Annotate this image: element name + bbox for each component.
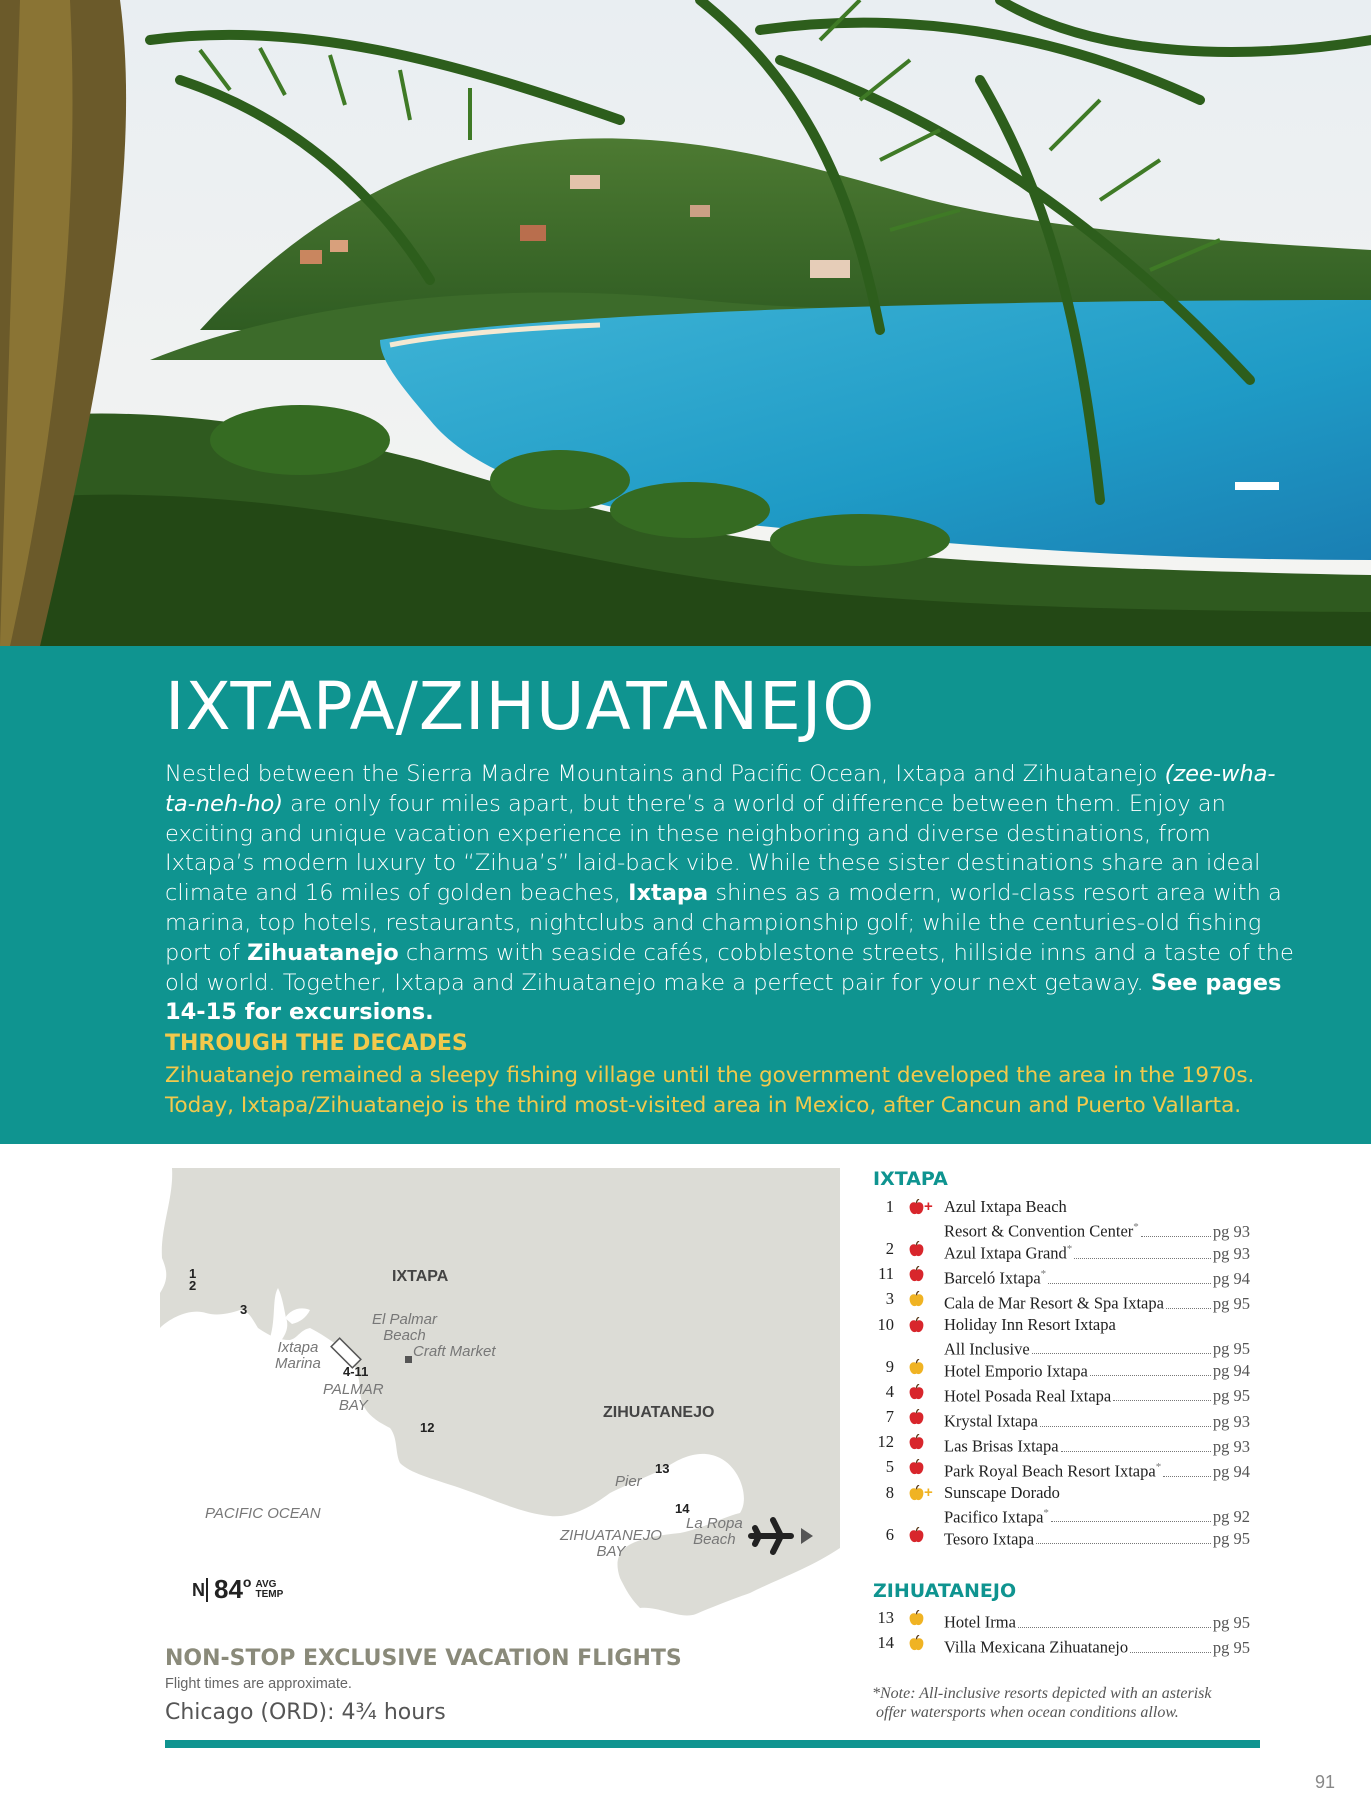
hotel-number: 10 [877,1314,894,1334]
map-label-la-ropa-beach: La Ropa Beach [686,1515,743,1548]
map-label-ixtapa: IXTAPA [392,1268,449,1285]
decades-heading: THROUGH THE DECADES [165,1031,468,1056]
intro-paragraph [165,760,1305,1028]
apple-rating-icon [908,1610,925,1627]
hotel-name: Park Royal Beach Resort Ixtapa* [944,1461,1162,1481]
leader-dots [1040,1426,1211,1427]
intro-text-2: are only four miles apart, but there’s a world of difference between them. Enjoy an exciting and unique vacation experience in these neighboring and diverse destinations, from Ixtapa’s modern luxury to “Zihua’s” laid-back vibe. While these sister destinations share an ideal climate and 16 miles of golden beaches, [165,790,1261,907]
hotel-number: 4 [885,1381,894,1401]
hotel-page: pg 95 [1212,1293,1250,1313]
apple-rating-icon [908,1485,925,1502]
hotel-number: 1 [885,1197,894,1216]
hotel-number: 7 [885,1407,894,1426]
leader-dots [1051,1521,1211,1522]
leader-dots [1074,1258,1211,1259]
hotel-name: Krystal Ixtapa [944,1411,1038,1431]
zihuatanejo-hotels-heading: ZIHUATANEJO [873,1580,1017,1602]
hotel-page: pg 94 [1212,1361,1250,1381]
hotel-page: pg 95 [1212,1637,1250,1657]
hotel-name: Hotel Irma [944,1612,1016,1632]
hotel-row [860,1482,1250,1527]
hotel-page: pg 92 [1212,1507,1250,1527]
hotel-row [860,1407,1250,1431]
apple-rating-icon [908,1291,925,1308]
hotel-name: Azul Ixtapa Grand* [944,1243,1073,1263]
map-marker-4-11: 4-11 [343,1364,369,1379]
hotel-page: pg 93 [1212,1243,1250,1263]
map-label-palmar-bay: PALMAR BAY [323,1381,384,1414]
hotel-name: All Inclusive [944,1339,1030,1359]
apple-rating-icon [908,1317,925,1334]
hotel-row [860,1457,1250,1481]
hotel-number: 3 [885,1289,894,1309]
hotel-page: pg 94 [1212,1268,1250,1288]
north-arrow-icon: N [192,1578,208,1602]
pronunciation: (zee-wha-ta-neh-ho) [165,761,1276,817]
map-label-ixtapa-marina: Ixtapa Marina [275,1339,321,1372]
flights-chicago: Chicago (ORD): 4¾ hours [165,1700,446,1725]
zihuatanejo-bold: Zihuatanejo [247,939,399,966]
hotel-row [860,1264,1250,1288]
apple-rating-icon [908,1266,925,1283]
leader-dots [1048,1283,1211,1284]
map-label-pacific-ocean: PACIFIC OCEAN [205,1505,321,1522]
apple-rating-icon [908,1384,925,1401]
page-number: 91 [1315,1772,1336,1792]
hotel-page: pg 94 [1212,1461,1250,1481]
hotel-page: pg 93 [1212,1411,1250,1431]
hotel-name: Barceló Ixtapa* [944,1268,1047,1288]
apple-rating-icon [908,1434,925,1451]
temperature-value: 84$^o$ [214,1574,252,1604]
hotel-number: 2 [885,1239,894,1258]
leader-dots [1113,1400,1211,1401]
hotel-row [860,1432,1250,1456]
map-marker-3: 3 [240,1302,248,1317]
leader-dots [1061,1451,1211,1452]
apple-rating-icon [908,1241,925,1258]
hotel-number: 12 [877,1432,894,1452]
hotel-row [860,1381,1250,1406]
hotel-name: Pacifico Ixtapa* [944,1506,1049,1527]
hotel-row [860,1289,1250,1313]
flights-heading: NON-STOP EXCLUSIVE VACATION FLIGHTS [165,1646,682,1671]
leader-dots [1130,1652,1211,1653]
hotel-number: 8 [885,1482,894,1502]
leader-dots [1090,1375,1211,1376]
hotel-page: pg 95 [1212,1339,1250,1359]
intro-text-3: shines as a modern, world-class resort area with a marina, top hotels, restaurants, nightclubs and championship golf; while the centuries-old fishing port of [165,880,1282,966]
hotel-number: 5 [885,1457,894,1477]
map-marker-14: 14 [675,1501,690,1516]
map-marker-2: 2 [189,1278,197,1293]
map-marker-13: 13 [655,1461,670,1476]
leader-dots [1032,1353,1211,1354]
area-map [160,1168,840,1628]
ixtapa-bold: Ixtapa [628,880,709,907]
map-graphic [160,1168,840,1628]
temperature-badge [192,1574,283,1605]
intro-text-1: Nestled between the Sierra Madre Mountains and Pacific Ocean, Ixtapa and Zihuatanejo [165,761,1165,787]
plus-rating-marker: + [924,1198,933,1215]
intro-text-4: charms with seaside cafés, cobblestone streets, hillside inns and a taste of the old world. Together, Ixtapa and Zihuatanejo make a perfect pair for your next getaway. [165,939,1294,996]
hotel-number: 11 [878,1264,894,1284]
map-label-pier: Pier [615,1473,642,1490]
hotel-row [860,1314,1250,1359]
hotel-row [860,1197,1250,1241]
hotel-name-line1: Holiday Inn Resort Ixtapa [944,1314,1116,1334]
page-title: IXTAPA/ZIHUATANEJO [165,668,876,745]
map-label-zihua-bay: ZIHUATANEJO BAY [560,1527,662,1560]
hotel-row [860,1239,1250,1263]
hotel-name: Resort & Convention Center* [944,1221,1139,1241]
hotel-number: 14 [877,1633,894,1653]
map-marker-12: 12 [420,1420,435,1435]
hotel-name-line1: Sunscape Dorado [944,1482,1060,1502]
map-marker-1: 1 [189,1266,197,1281]
hotel-number: 13 [877,1608,894,1627]
flights-note: Flight times are approximate. [165,1676,352,1692]
hotel-row [860,1356,1250,1381]
hotel-row [860,1524,1250,1549]
apple-rating-icon [908,1359,925,1376]
hotel-name: Cala de Mar Resort & Spa Ixtapa [944,1293,1164,1313]
map-label-zihuatanejo: ZIHUATANEJO [603,1404,715,1421]
leader-dots [1141,1236,1211,1237]
footer-rule [165,1740,1260,1748]
leader-dots [1018,1627,1211,1628]
temperature-label: AVG TEMP [255,1578,284,1600]
hotel-number: 6 [885,1524,894,1544]
hotel-name: Hotel Emporio Ixtapa [944,1361,1088,1381]
hotel-name: Villa Mexicana Zihuatanejo [944,1637,1129,1657]
apple-rating-icon [908,1199,925,1216]
leader-dots [1163,1476,1211,1477]
hotel-row [860,1608,1250,1632]
apple-rating-icon [908,1459,925,1476]
hotel-name: Tesoro Ixtapa [944,1529,1035,1549]
intro-band [0,646,1371,1144]
hotel-page: pg 95 [1212,1529,1250,1549]
hotel-page: pg 93 [1212,1221,1250,1241]
hotel-name-line1: Azul Ixtapa Beach [944,1197,1067,1216]
apple-rating-icon [908,1409,925,1426]
hotel-number: 9 [885,1356,894,1376]
hotel-page: pg 95 [1212,1612,1250,1632]
hotel-page: pg 95 [1212,1386,1250,1406]
hotel-page: pg 93 [1212,1436,1250,1456]
plus-rating-marker: + [924,1483,933,1501]
excursions-reference: See pages 14-15 for excursions. [165,969,1282,1026]
hotel-row [860,1633,1250,1657]
leader-dots [1036,1543,1211,1544]
apple-rating-icon [908,1635,925,1652]
apple-rating-icon [908,1527,925,1544]
decades-text: Zihuatanejo remained a sleepy fishing village until the government developed the area in the 1970s. Today, Ixtapa/Zihuatanejo is the third most-visited area in Mexico, after Cancun and Puerto Vallarta. [165,1063,1255,1118]
ixtapa-hotels-heading: IXTAPA [873,1168,948,1190]
hero-photo [0,0,1371,646]
leader-dots [1166,1308,1211,1309]
all-inclusive-note: *Note: All-inclusive resorts depicted with an asterisk offer watersports when ocean conditions allow. [872,1685,1212,1721]
map-label-el-palmar: El Palmar Beach [372,1311,438,1344]
hotel-name: Las Brisas Ixtapa [944,1436,1059,1456]
hotel-name: Hotel Posada Real Ixtapa [944,1386,1112,1406]
map-label-craft-market: Craft Market [413,1343,496,1360]
